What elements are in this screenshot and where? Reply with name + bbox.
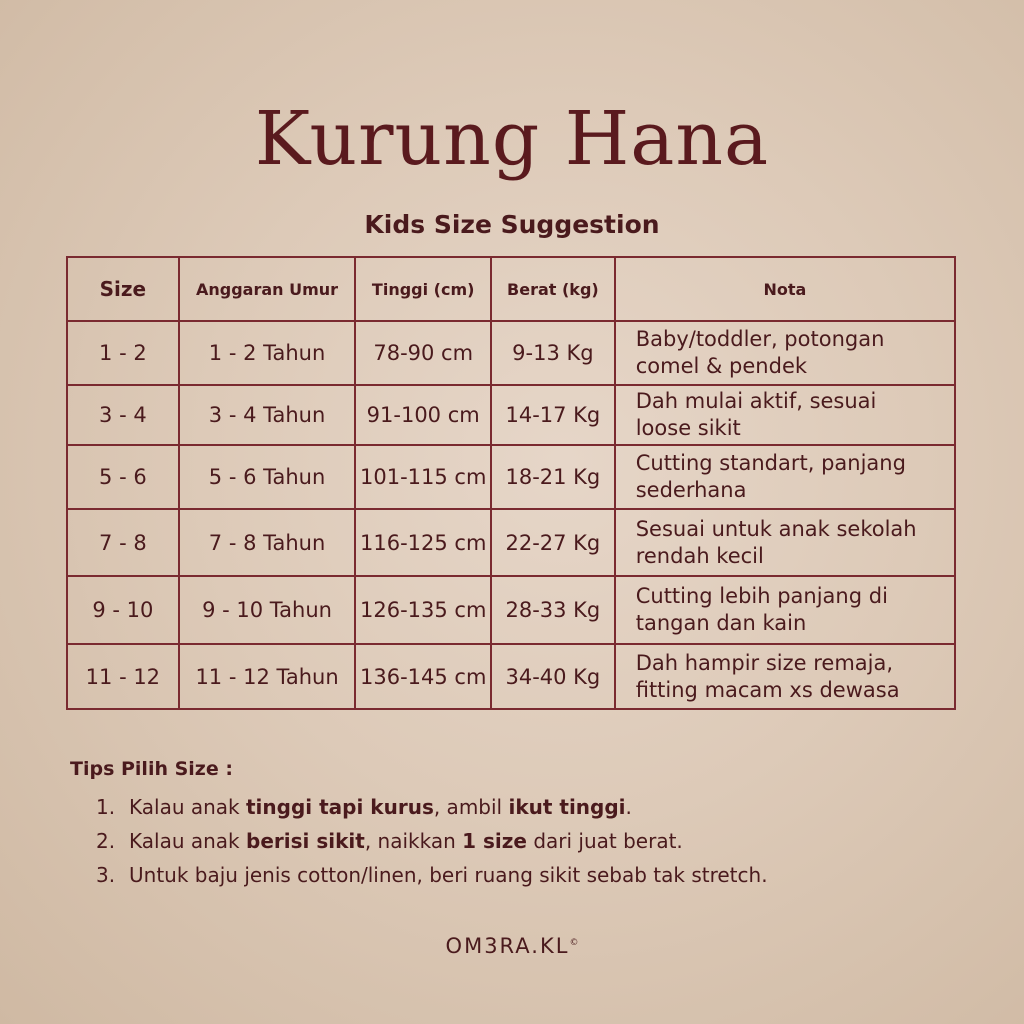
note-line: Sesuai untuk anak sekolah bbox=[635, 516, 917, 541]
brand-logo bbox=[0, 934, 1024, 958]
cell-weight: 34-40 Kg bbox=[491, 644, 615, 709]
cell-weight: 22-27 Kg bbox=[491, 509, 615, 576]
tip-item bbox=[96, 826, 768, 860]
note-line: Cutting standart, panjang bbox=[635, 451, 906, 475]
cell-height: 136-145 cm bbox=[355, 644, 491, 709]
note-line: rendah kecil bbox=[635, 543, 764, 568]
cell-height: 78-90 cm bbox=[355, 321, 491, 385]
cell-size: 7 - 8 bbox=[67, 509, 179, 576]
page-subtitle: Kids Size Suggestion bbox=[364, 210, 660, 239]
note-line: Cutting lebih panjang di bbox=[635, 584, 888, 608]
cell-age: 11 - 12 Tahun bbox=[179, 644, 356, 709]
tips-list bbox=[96, 792, 768, 894]
note-line: loose sikit bbox=[635, 416, 741, 440]
tip-number: 1. bbox=[96, 795, 116, 819]
cell-note bbox=[615, 445, 955, 509]
table-row bbox=[67, 576, 955, 644]
cell-height: 126-135 cm bbox=[355, 576, 491, 644]
tip-bold: berisi sikit bbox=[246, 829, 365, 853]
table-row bbox=[67, 644, 955, 709]
tip-number: 3. bbox=[96, 863, 116, 887]
note-line: tangan dan kain bbox=[635, 611, 807, 635]
table-row bbox=[67, 445, 955, 509]
cell-size: 9 - 10 bbox=[67, 576, 179, 644]
cell-weight: 9-13 Kg bbox=[491, 321, 615, 385]
note-line: fitting macam xs dewasa bbox=[635, 677, 900, 702]
cell-height: 116-125 cm bbox=[355, 509, 491, 576]
note-line: sederhana bbox=[635, 478, 747, 502]
tip-text: Untuk baju jenis cotton/linen, beri ruang sikit sebab tak stretch. bbox=[129, 863, 768, 887]
size-table bbox=[66, 256, 956, 710]
tip-number: 2. bbox=[96, 829, 116, 853]
tip-text: , naikkan bbox=[364, 829, 463, 853]
tip-text: dari juat berat. bbox=[526, 829, 683, 853]
tip-text: Kalau anak bbox=[129, 795, 246, 819]
tip-bold: tinggi tapi kurus bbox=[246, 795, 434, 819]
note-line: Dah mulai aktif, sesuai bbox=[635, 389, 877, 413]
cell-note bbox=[615, 509, 955, 576]
brand-mark: © bbox=[569, 938, 579, 948]
cell-weight: 28-33 Kg bbox=[491, 576, 615, 644]
page-title: Kurung Hana bbox=[254, 96, 770, 182]
cell-note bbox=[615, 385, 955, 445]
cell-age: 9 - 10 Tahun bbox=[179, 576, 356, 644]
header-age: Anggaran Umur bbox=[179, 257, 356, 321]
note-line: comel & pendek bbox=[635, 354, 808, 378]
cell-note bbox=[615, 576, 955, 644]
cell-age: 7 - 8 Tahun bbox=[179, 509, 356, 576]
cell-age: 1 - 2 Tahun bbox=[179, 321, 356, 385]
cell-height: 91-100 cm bbox=[355, 385, 491, 445]
table-row bbox=[67, 321, 955, 385]
cell-age: 3 - 4 Tahun bbox=[179, 385, 356, 445]
tip-text: Kalau anak bbox=[129, 829, 246, 853]
tip-item bbox=[96, 792, 768, 826]
table-row bbox=[67, 385, 955, 445]
cell-note bbox=[615, 321, 955, 385]
cell-height: 101-115 cm bbox=[355, 445, 491, 509]
cell-size: 11 - 12 bbox=[67, 644, 179, 709]
header-weight: Berat (kg) bbox=[491, 257, 615, 321]
table-row bbox=[67, 509, 955, 576]
tip-item bbox=[96, 860, 768, 894]
tip-text: , ambil bbox=[433, 795, 509, 819]
cell-weight: 18-21 Kg bbox=[491, 445, 615, 509]
cell-age: 5 - 6 Tahun bbox=[179, 445, 356, 509]
tips-title: Tips Pilih Size : bbox=[70, 758, 233, 780]
tip-bold: 1 size bbox=[462, 829, 527, 853]
tip-bold: ikut tinggi bbox=[508, 795, 626, 819]
cell-note bbox=[615, 644, 955, 709]
cell-size: 1 - 2 bbox=[67, 321, 179, 385]
header-size: Size bbox=[67, 257, 179, 321]
cell-size: 5 - 6 bbox=[67, 445, 179, 509]
cell-size: 3 - 4 bbox=[67, 385, 179, 445]
cell-weight: 14-17 Kg bbox=[491, 385, 615, 445]
note-line: Baby/toddler, potongan bbox=[635, 327, 885, 351]
header-height: Tinggi (cm) bbox=[355, 257, 491, 321]
table-header-row bbox=[67, 257, 955, 321]
tip-text: . bbox=[625, 795, 632, 819]
header-note: Nota bbox=[615, 257, 955, 321]
note-line: Dah hampir size remaja, bbox=[635, 650, 894, 675]
brand-name: OM3RA.KL bbox=[445, 934, 570, 958]
